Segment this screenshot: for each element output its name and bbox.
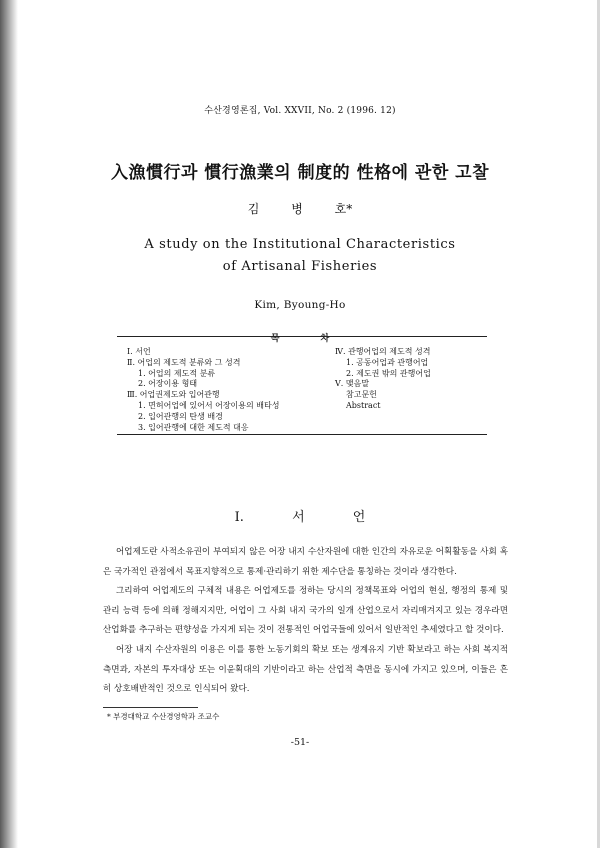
- paragraph: 어장 내지 수산자원의 이용은 이를 통한 노동기회의 확보 또는 생계유지 기반 확보라고 하는 사회 복지적 측면과, 자본의 투자대상 또는 이윤획대의 기반이라고 하는 산업적 측면을 동시에 가지고 있으며, 이들은 흔히 상호배반적인 것으로 인식되어 왔다.: [103, 644, 508, 695]
- paper-title-korean: 入漁慣行과 慣行漁業의 制度的 性格에 관한 고찰: [110, 163, 490, 183]
- toc-item: Ⅰ. 서언: [127, 347, 151, 356]
- toc-subitem: 1. 공동어업과 관행어업: [346, 357, 429, 367]
- toc-item: Ⅴ. 맺음말: [335, 379, 370, 389]
- toc-item: Ⅱ. 어업의 제도적 분류와 그 성격: [127, 357, 241, 367]
- toc-subitem: 2. 제도권 밖의 관행어업: [346, 368, 431, 378]
- toc-left-column: [127, 347, 327, 433]
- table-of-contents: [117, 336, 487, 435]
- toc-subitem: 3. 입어관행에 대한 제도적 대응: [138, 422, 249, 432]
- toc-subitem: 1. 어업의 제도적 분류: [138, 368, 216, 378]
- title-en-line-1: A study on the Institutional Characteristics: [144, 237, 456, 252]
- journal-info: 수산경영론집, Vol. XXVII, No. 2 (1996. 12): [204, 106, 396, 116]
- toc-item: Ⅲ. 어업권제도와 입어관행: [127, 390, 220, 400]
- toc-heading: 목 차: [270, 334, 330, 344]
- paragraph: 그리하여 어업제도의 구체적 내용은 어업제도를 정하는 당시의 정책목표와 어업의 현실, 행정의 통제 및 관리 능력 등에 의해 정해지지만, 어업이 그 사회 내지 국가의 일개 산업으로서 자리매겨지고 있는 경우라면 산업화를 추구하는 편향성을 가지게 되는 것이 전통적인 어업국들에 있어서 일반적인 추세였다고 할 것이다.: [103, 586, 508, 636]
- toc-subitem: 참고문헌: [346, 390, 377, 400]
- footnote: * 부경대학교 수산경영학과 조교수: [107, 712, 220, 721]
- toc-subitem: 2. 입어관행의 탄생 배경: [138, 411, 223, 421]
- scan-shadow-left-edge: [0, 0, 18, 848]
- title-en-line-2: of Artisanal Fisheries: [222, 259, 378, 274]
- toc-subitem: 2. 어장이용 형태: [138, 379, 198, 389]
- section-heading-introduction: Ⅰ. 서 언: [234, 510, 366, 525]
- paper-title-english: [0, 234, 600, 278]
- author-english: Kim, Byoung-Ho: [254, 299, 346, 311]
- body-text: [103, 543, 508, 700]
- paragraph: 어업제도란 사적소유권이 부여되지 않은 어장 내지 수산자원에 대한 인간의 자유로운 어획활동을 사회 혹은 국가적인 관점에서 목표지향적으로 통제·관리하기 위한 제수단을 통칭하는 것이라 생각한다.: [103, 547, 508, 577]
- toc-subitem: Abstract: [346, 400, 381, 410]
- page-number: -51-: [290, 737, 310, 748]
- toc-subitem: 1. 면허어업에 있어서 어장이용의 배타성: [138, 400, 280, 410]
- author-korean: 김 병 호*: [247, 202, 353, 216]
- toc-right-column: [335, 347, 485, 412]
- footnote-divider: [103, 707, 198, 708]
- toc-item: Ⅳ. 관행어업의 제도적 성격: [335, 347, 431, 356]
